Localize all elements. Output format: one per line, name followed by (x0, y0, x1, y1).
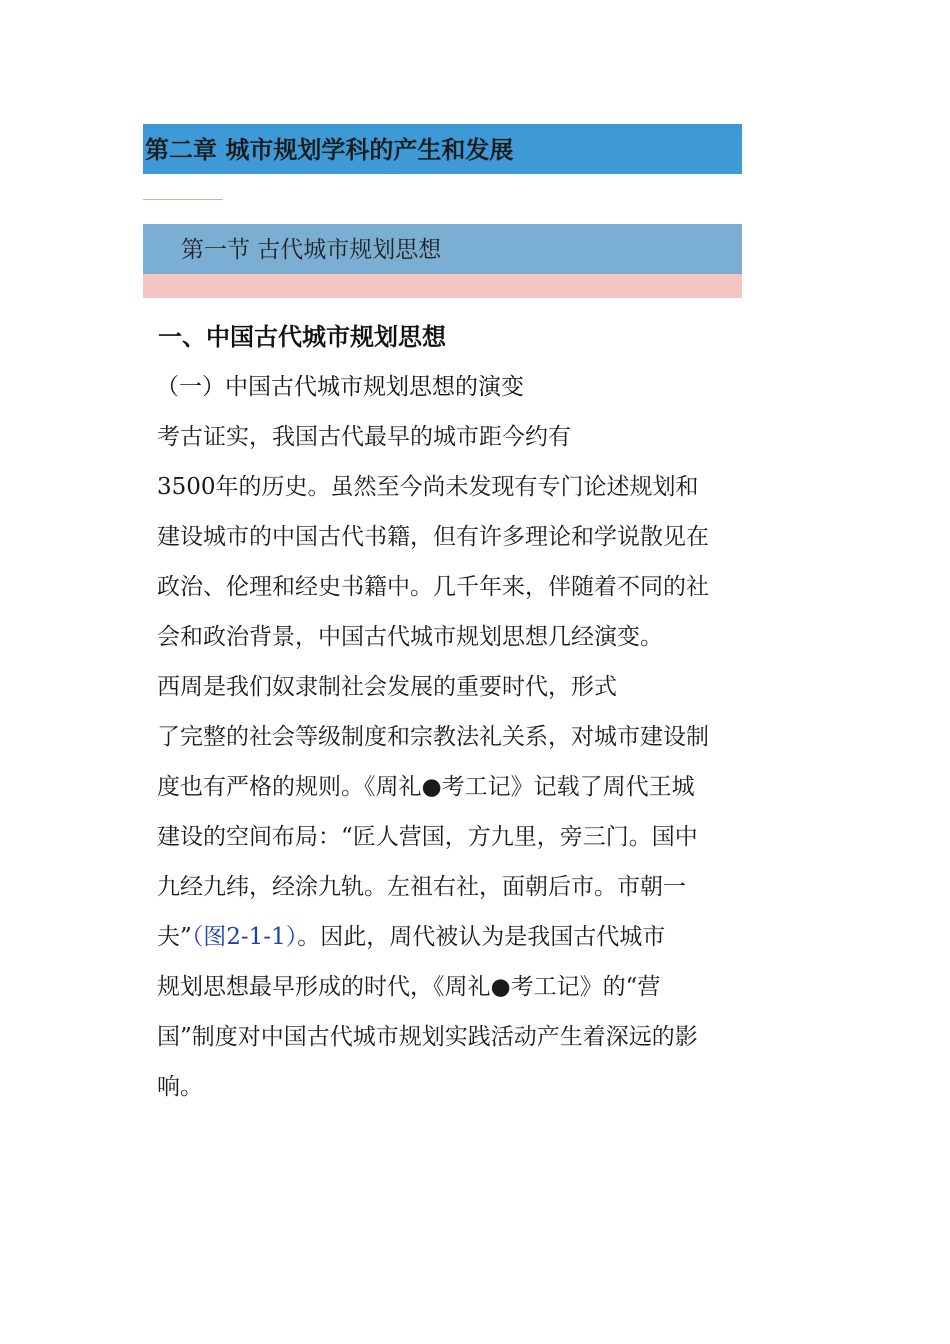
paragraph-line: 建设的空间布局：“匠人营国，方九里，旁三门。国中 (157, 824, 698, 850)
section-accent-band (143, 274, 742, 298)
paragraph-line (157, 920, 665, 954)
paragraph-line: 3500年的历史。虽然至今尚未发现有专门论述规划和 (157, 474, 699, 500)
paragraph-line: 度也有严格的规则。《周礼●考工记》记载了周代王城 (157, 774, 695, 800)
section-banner-indent (143, 224, 179, 274)
heading-level-2: （一）中国古代城市规划思想的演变 (156, 374, 524, 400)
figure-reference-link[interactable]: （图2-1-1） (191, 924, 298, 950)
paragraph-text: 夫” (157, 924, 192, 950)
paragraph-line: 政治、伦理和经史书籍中。几千年来，伴随着不同的社 (157, 574, 709, 600)
paragraph-text: 。因此，周代被认为是我国古代城市 (297, 924, 666, 950)
paragraph-line: 考古证实，我国古代最早的城市距今约有 (157, 424, 571, 450)
chapter-title: 第二章 城市规划学科的产生和发展 (145, 136, 514, 164)
paragraph-line: 规划思想最早形成的时代，《周礼●考工记》的“营 (157, 974, 661, 1000)
heading-level-1: 一、中国古代城市规划思想 (158, 323, 446, 351)
paragraph-line: 建设城市的中国古代书籍，但有许多理论和学说散见在 (157, 524, 709, 550)
paragraph-line: 响。 (157, 1074, 203, 1100)
paragraph-line: 西周是我们奴隶制社会发展的重要时代，形式 (157, 674, 617, 700)
divider-rule (143, 199, 223, 200)
paragraph-line: 了完整的社会等级制度和宗教法礼关系，对城市建设制 (157, 724, 709, 750)
paragraph-line: 国”制度对中国古代城市规划实践活动产生着深远的影 (157, 1024, 698, 1050)
section-title: 第一节 古代城市规划思想 (181, 237, 442, 263)
paragraph-line: 九经九纬，经涂九轨。左祖右社，面朝后市。市朝一 (157, 874, 686, 900)
paragraph-line: 会和政治背景，中国古代城市规划思想几经演变。 (157, 624, 663, 650)
